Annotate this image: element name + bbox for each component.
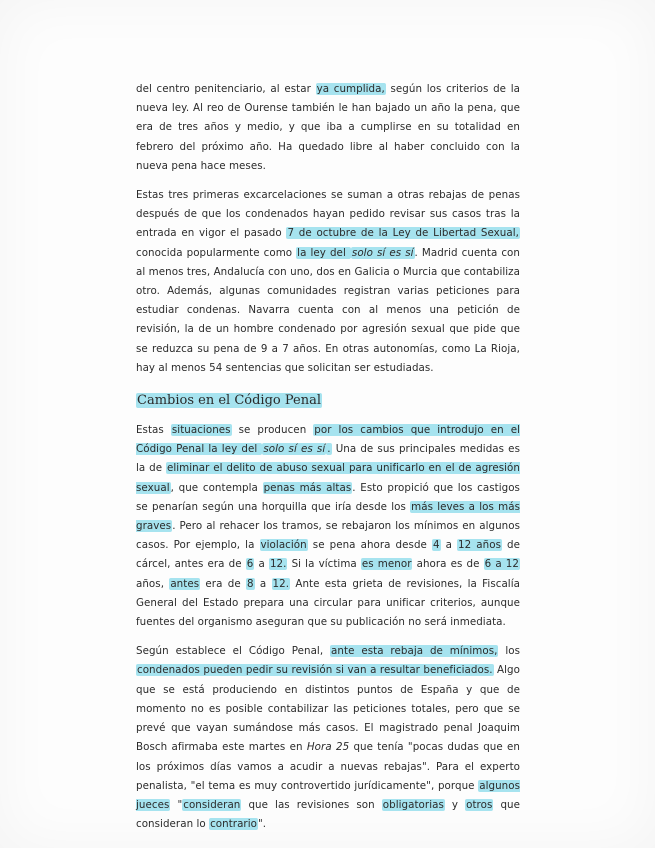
highlighted-text: algunos jueces [136, 779, 520, 811]
highlighted-text: violación [260, 539, 307, 552]
text-run: a [440, 539, 458, 552]
highlighted-text: 8 [247, 577, 254, 590]
text-run: se pena ahora desde [307, 539, 432, 552]
text-run: del centro penitenciario, al estar [136, 83, 316, 95]
highlighted-text: la ley del [297, 246, 350, 259]
section-heading [136, 391, 520, 411]
text-run: ". [257, 818, 267, 831]
text-run: Algo que se está produciendo en distintos puntos de España y que de momento no es posible contabilizar las peticiones totales, pero que se prevé que vayan sumándose más casos. El magistrado penal Joaquim Bosch afirmaba este martes en [136, 664, 520, 754]
highlighted-text: antes [170, 577, 200, 590]
highlighted-text: penas más altas [263, 481, 352, 494]
text-run: Según establece el Código Penal, [136, 645, 331, 658]
highlighted-text: por los cambios que introdujo en el Código Penal la ley del [136, 424, 520, 456]
highlighted-text: 12 años [458, 539, 501, 552]
highlighted-text: ante esta rebaja de mínimos, [331, 645, 498, 658]
highlighted-text: solo sí es sí [263, 443, 326, 456]
text-run: a [254, 577, 272, 590]
text-run: que tenía "pocas dudas que en los próximos días vamos a acudir a nuevas rebajas". Para el experto penalista, "el tema es muy controvertido jurídicamente", porque [136, 741, 521, 792]
highlighted-text: situaciones [171, 424, 231, 437]
text-run: los [498, 645, 520, 658]
highlighted-text: 6 a 12 [484, 558, 520, 571]
text-run: a [254, 558, 269, 571]
text-run: Si la víctima [287, 558, 361, 571]
highlighted-text: condenados pueden pedir su revisión si van a resultar beneficiados. [137, 664, 493, 677]
highlighted-text: 4 [432, 539, 440, 552]
highlighted-text: es menor [361, 558, 412, 571]
text-run: era de [200, 577, 246, 590]
highlighted-text: más leves a los más graves [136, 500, 520, 533]
paragraph-1 [136, 80, 520, 176]
text-run: . Esto propició que los castigos se penarían según una horquilla que iría desde los [136, 481, 520, 513]
article-body [136, 80, 520, 834]
heading-highlight: Cambios en el Código Penal [137, 393, 321, 409]
text-run: Una de sus principales medidas es la de [136, 443, 520, 475]
highlighted-text: . [327, 443, 331, 456]
highlighted-text: ya cumplida, [316, 83, 385, 95]
text-run: se producen [231, 424, 314, 437]
text-run: Ante esta grieta de revisiones, la Fiscalía General del Estado prepara una circular para unificar criterios, aunque fuentes del organismo aseguran que su publicación no será inmediata. [136, 577, 520, 629]
text-run: que consideran lo [136, 798, 520, 831]
text-run: conocida popularmente como [136, 246, 297, 259]
highlighted-text: 6 [246, 558, 254, 571]
highlighted-text: 12. [269, 558, 287, 571]
paragraph-3 [136, 421, 520, 632]
text-run: según los criterios de la nueva ley. Al reo de Ourense también le han bajado un año la pena, que era de tres años y medio, y que iba a cumplirse en su totalidad en febrero del próximo año. Ha quedado libre al haber concluido con la nueva pena hace meses. [136, 83, 520, 172]
text-run: Hora 25 [306, 741, 350, 754]
text-run: Estas [136, 424, 171, 437]
text-run: años, [136, 577, 170, 590]
highlighted-text: 7 de octubre de la Ley de Libertad Sexual, [287, 227, 519, 240]
text-run: Estas tres primeras excarcelaciones se suman a otras rebajas de penas después de que los condenados hayan pedido revisar sus casos tras la entrada en vigor el pasado [136, 189, 520, 240]
highlighted-text: solo sí es sí [351, 246, 414, 259]
highlighted-text: contrario [210, 818, 257, 831]
text-run: . Pero al rehacer los tramos, se rebajaron los mínimos en algunos casos. Por ejemplo, la [136, 520, 520, 552]
text-run: . Madrid cuenta con al menos tres, Andalucía con uno, dos en Galicia o Murcia que contabiliza otro. Además, algunas comunidades registran varias peticiones para estudiar condenas. Navarra cuenta con al menos una petición de revisión, la de un hombre condenado por agresión sexual que pide que se reduzca su pena de 9 a 7 años. En otras autonomías, como La Rioja, hay al menos 54 sentencias que solicitan ser estudiadas. [136, 246, 520, 374]
text-run: , que contempla [170, 481, 263, 494]
text-run: y [444, 798, 466, 811]
text-run: que las revisiones son [241, 798, 382, 811]
highlighted-text: obligatorias [382, 798, 444, 811]
text-run: " [170, 798, 183, 811]
paragraph-2 [136, 186, 520, 378]
text-run: ahora es de [412, 558, 484, 571]
highlighted-text: eliminar el delito de abuso sexual para unificarlo en el de agresión sexual [136, 462, 520, 494]
highlighted-text: consideran [183, 798, 241, 811]
paragraph-4 [136, 642, 520, 834]
highlighted-text: 12. [272, 577, 290, 590]
highlighted-text: otros [466, 798, 493, 811]
text-run: de cárcel, antes era de [136, 539, 521, 571]
